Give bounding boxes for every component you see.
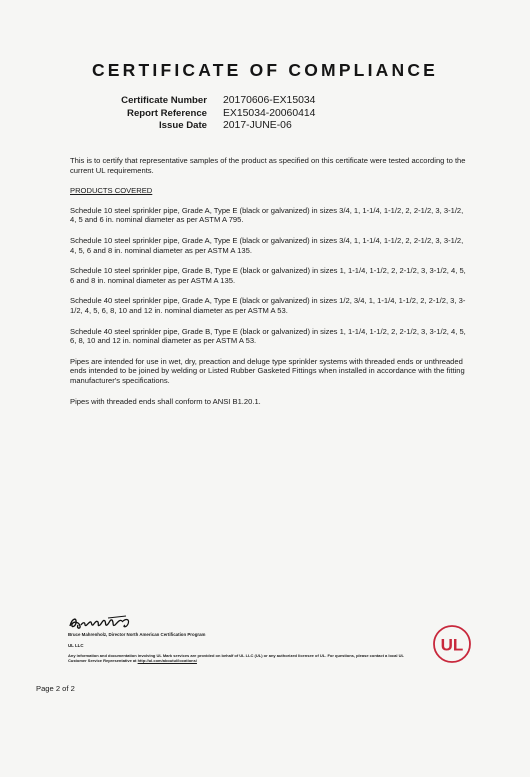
disclaimer-text: Any information and documentation involving UL Mark services are provided on behalf of UL LLC (UL) or any authorized licensee of UL. For questions, please contact a local UL Customer Service Representative at <box>68 653 404 664</box>
handwritten-signature <box>68 614 140 632</box>
ul-disclaimer <box>68 653 413 663</box>
certificate-meta <box>100 95 460 133</box>
meta-row-report-reference <box>100 108 460 121</box>
product-item: Schedule 10 steel sprinkler pipe, Grade B, Type E (black or galvanized) in sizes 1, 1-1/4, 1-1/2, 2, 2-1/2, 3, 3-1/2, 4, 5, 6 and 8 in. nominal diameter as per ASTM A 135. <box>70 266 466 285</box>
signatory-organization: UL LLC <box>68 643 84 648</box>
usage-note: Pipes are intended for use in wet, dry, preaction and deluge type sprinkler systems with threaded ends or unthreaded ends intended to be joined by welding or Listed Rubber Gasketed Fittings when installed in accordance with the fitting manufacturer's specifications. <box>70 356 465 385</box>
meta-row-certificate-number <box>100 95 460 108</box>
meta-value: 20170606-EX15034 <box>223 95 316 106</box>
meta-row-issue-date <box>100 120 460 133</box>
intro-paragraph: This is to certify that representative samples of the product as specified on this certificate were tested according to the current UL requirements. <box>70 156 466 175</box>
meta-value: EX15034-20060414 <box>223 107 316 119</box>
document-title: CERTIFICATE OF COMPLIANCE <box>91 60 439 80</box>
ul-logo <box>432 624 472 664</box>
ul-locations-link[interactable]: http://ul.com/aboutul/locations/ <box>137 658 197 664</box>
meta-value: 2017-JUNE-06 <box>223 120 292 131</box>
certificate-body <box>70 156 466 417</box>
meta-label: Certificate Number <box>121 95 207 106</box>
product-item: Schedule 10 steel sprinkler pipe, Grade A, Type E (black or galvanized) in sizes 3/4, 1, 1-1/4, 1-1/2, 2, 2-1/2, 3, 3-1/2, 4, 5, 6 and 8 in. nominal diameter as per ASTM A 135. <box>70 235 464 255</box>
threads-note: Pipes with threaded ends shall conform to ANSI B1.20.1. <box>70 396 261 406</box>
product-item: Schedule 40 steel sprinkler pipe, Grade B, Type E (black or galvanized) in sizes 1, 1-1/4, 1-1/2, 2, 2-1/2, 3, 3-1/2, 4, 5, 6, 8, 10 and 12 in. nominal diameter as per ASTM A 53. <box>70 326 466 346</box>
page-number: Page 2 of 2 <box>36 684 75 693</box>
meta-label: Report Reference <box>127 107 207 119</box>
signature-block <box>68 614 428 663</box>
signatory-name: Bruce Mahrenholz, Director North American Certification Program <box>68 632 206 637</box>
products-heading: PRODUCTS COVERED <box>70 186 153 196</box>
product-item: Schedule 40 steel sprinkler pipe, Grade A, Type E (black or galvanized) in sizes 1/2, 3/4, 1, 1-1/4, 1-1/2, 2, 2-1/2, 3, 3-1/2, 4, 5, 6, 8, 10 and 12 in. nominal diameter as per ASTM A 53. <box>70 296 466 315</box>
ul-logo-text: UL <box>440 635 464 655</box>
product-item: Schedule 10 steel sprinkler pipe, Grade A, Type E (black or galvanized) in sizes 3/4, 1, 1-1/4, 1-1/2, 2, 2-1/2, 3, 3-1/2, 4, 5 and 6 in. nominal diameter as per ASTM A 795. <box>70 205 464 225</box>
meta-label: Issue Date <box>159 120 207 131</box>
